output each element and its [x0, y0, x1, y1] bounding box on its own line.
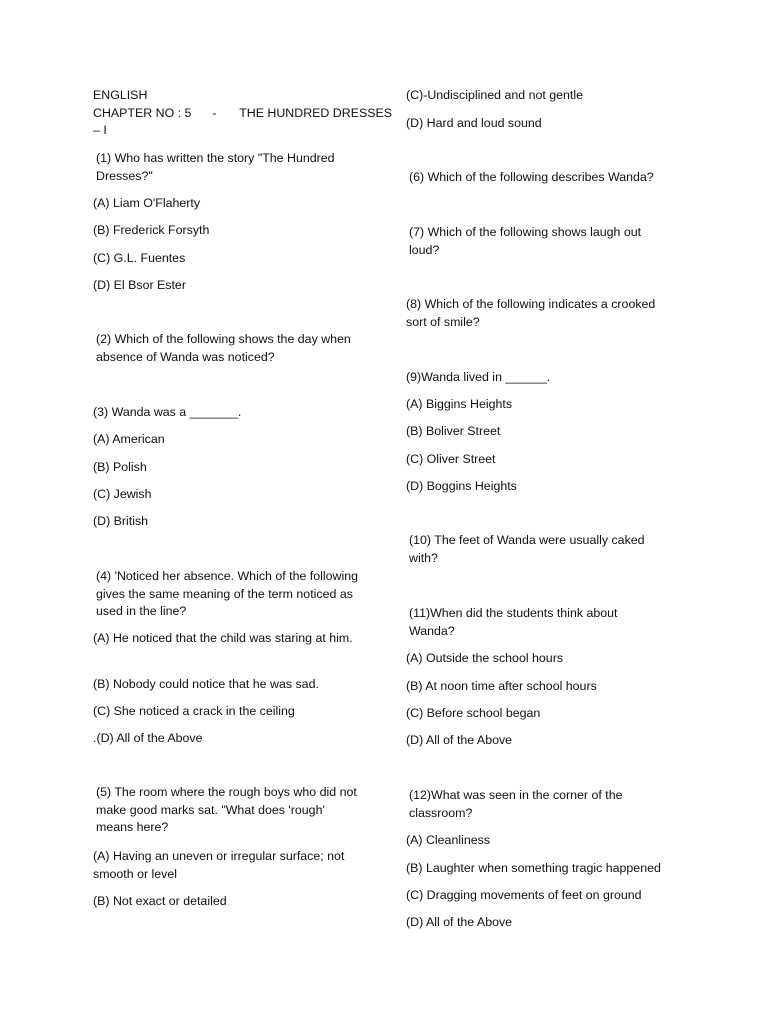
chapter-number: CHAPTER NO : 5 — [93, 106, 192, 120]
question-12-option-c: (C) Dragging movements of feet on ground — [406, 888, 642, 902]
question-1-option-c: (C) G.L. Fuentes — [93, 251, 186, 265]
question-7-text: (7) Which of the following shows laugh out loud? — [409, 225, 642, 257]
question-1-text: (1) Who has written the story "The Hundred Dresses?" — [96, 151, 335, 183]
chapter-part: – I — [93, 123, 107, 137]
question-4-text: (4) 'Noticed her absence. Which of the following gives the same meaning of the term noticed as used in the line? — [96, 569, 359, 618]
question-5-text: (5) The room where the rough boys who did not make good marks sat. "What does 'rough' means here? — [96, 785, 357, 834]
question-3-option-c: (C) Jewish — [93, 487, 152, 501]
question-5-option-b: (B) Not exact or detailed — [93, 894, 227, 908]
question-5-option-c: (C)-Undisciplined and not gentle — [406, 88, 584, 102]
question-5-option-a: (A) Having an uneven or irregular surface; not smooth or level — [93, 849, 345, 881]
question-9-option-c: (C) Oliver Street — [406, 452, 496, 466]
chapter-heading — [93, 105, 392, 123]
question-12-text: (12)What was seen in the corner of the classroom? — [409, 788, 623, 820]
question-11-option-a: (A) Outside the school hours — [406, 651, 564, 665]
subject-heading: ENGLISH — [93, 88, 148, 102]
question-3-option-b: (B) Polish — [93, 460, 147, 474]
question-4-option-b: (B) Nobody could notice that he was sad. — [93, 677, 319, 691]
question-2-text: (2) Which of the following shows the day when absence of Wanda was noticed? — [96, 332, 351, 364]
question-11-option-c: (C) Before school began — [406, 706, 541, 720]
question-12-option-d: (D) All of the Above — [406, 915, 513, 929]
question-6-text: (6) Which of the following describes Wanda? — [409, 170, 654, 184]
question-3-option-a: (A) American — [93, 432, 165, 446]
question-4-option-c: (C) She noticed a crack in the ceiling — [93, 704, 295, 718]
question-3-text: (3) Wanda was a _______. — [93, 405, 242, 419]
question-11-option-b: (B) At noon time after school hours — [406, 679, 597, 693]
chapter-title: THE HUNDRED DRESSES — [239, 106, 393, 120]
question-1-option-a: (A) Liam O'Flaherty — [93, 196, 201, 210]
question-4-option-a: (A) He noticed that the child was staring at him. — [93, 631, 353, 645]
question-9-text: (9)Wanda lived in ______. — [406, 370, 551, 384]
question-10-text: (10) The feet of Wanda were usually caked with? — [409, 533, 645, 565]
question-11-option-d: (D) All of the Above — [406, 733, 513, 747]
question-9-option-d: (D) Boggins Heights — [406, 479, 517, 493]
question-12-option-b: (B) Laughter when something tragic happened — [406, 861, 661, 875]
question-1-option-b: (B) Frederick Forsyth — [93, 223, 210, 237]
question-1-option-d: (D) El Bsor Ester — [93, 278, 186, 292]
chapter-dash: - — [212, 106, 217, 120]
question-12-option-a: (A) Cleanliness — [406, 833, 491, 847]
question-5-option-d: (D) Hard and loud sound — [406, 116, 542, 130]
question-11-text: (11)When did the students think about Wanda? — [409, 606, 618, 638]
question-9-option-a: (A) Biggins Heights — [406, 397, 513, 411]
question-9-option-b: (B) Boliver Street — [406, 424, 501, 438]
question-4-option-d: .(D) All of the Above — [93, 731, 203, 745]
question-3-option-d: (D) British — [93, 514, 149, 528]
question-8-text: (8) Which of the following indicates a crooked sort of smile? — [406, 297, 656, 329]
